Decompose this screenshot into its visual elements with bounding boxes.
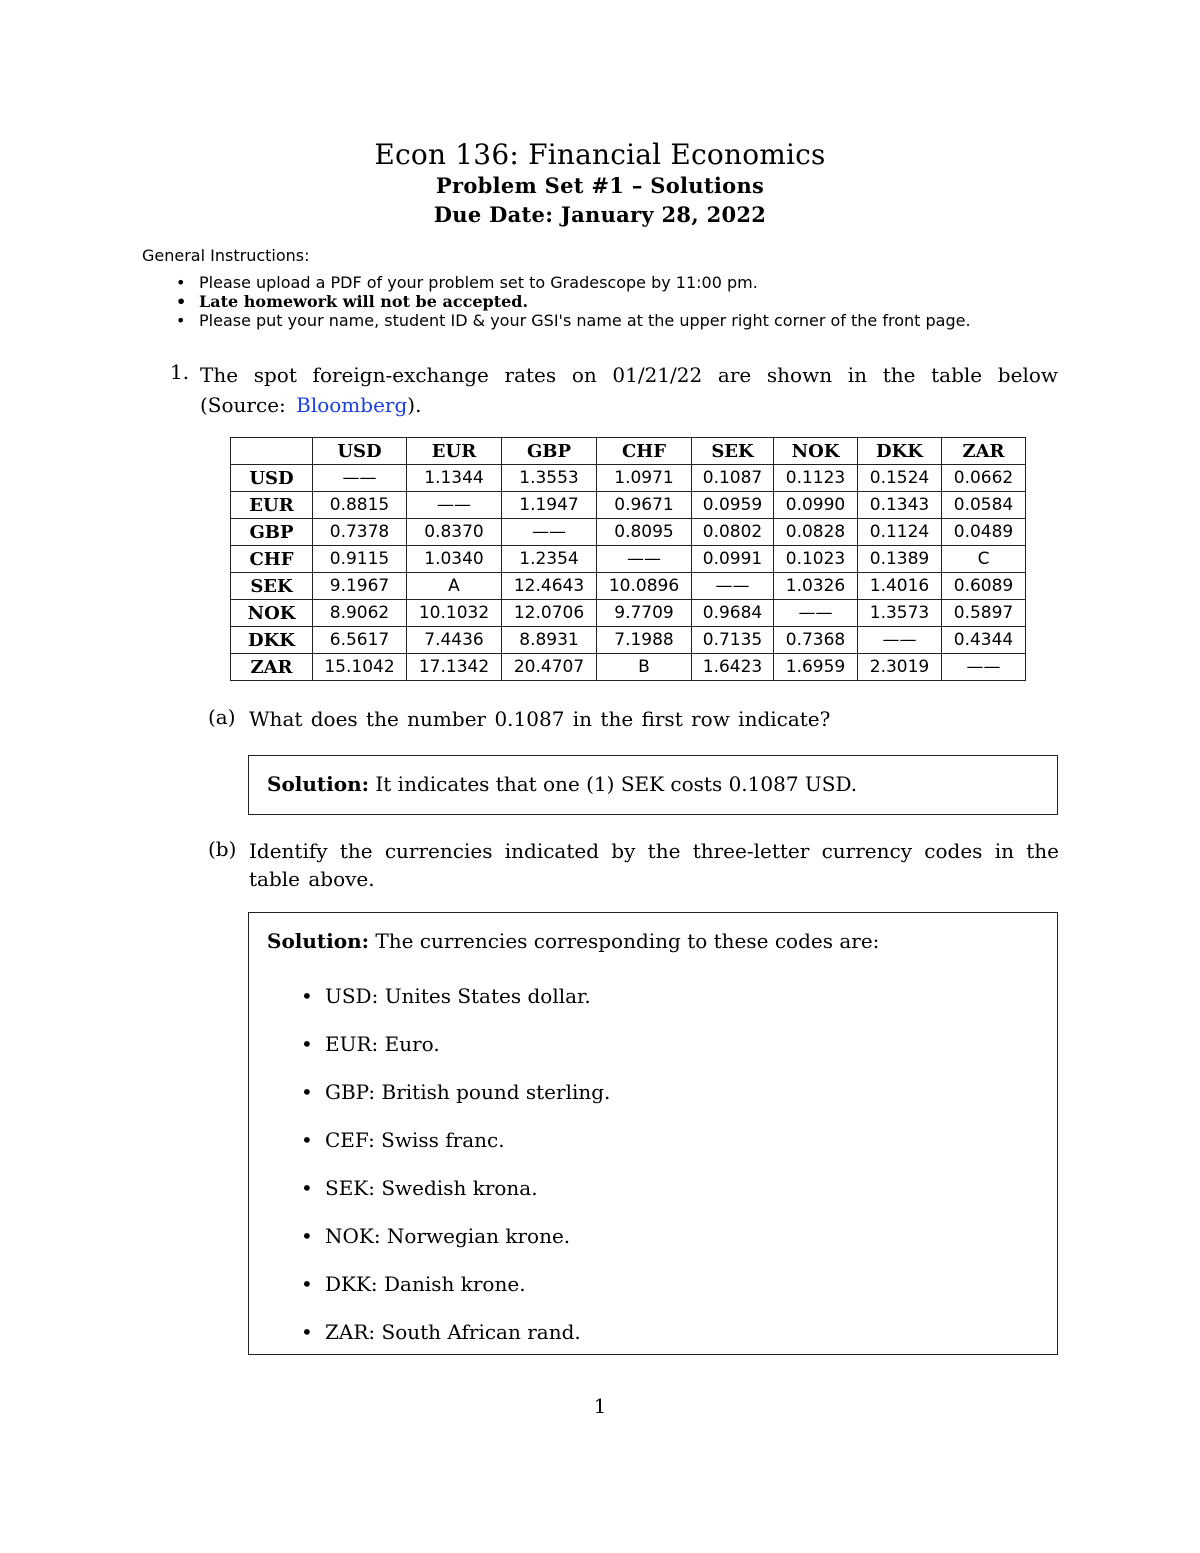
- part-a-label: (a): [208, 705, 236, 729]
- table-cell: 1.6423: [692, 654, 774, 681]
- table-row: [231, 465, 1026, 492]
- table-cell: 7.4436: [407, 627, 502, 654]
- instruction-item: • Late homework will not be accepted.: [176, 292, 971, 311]
- solution-line: [267, 929, 879, 953]
- table-cell: 7.1988: [597, 627, 692, 654]
- table-cell: 0.7368: [774, 627, 858, 654]
- table-cell: 20.4707: [502, 654, 597, 681]
- table-cell: 8.9062: [313, 600, 407, 627]
- table-cell: 0.9115: [313, 546, 407, 573]
- list-item: • NOK: Norwegian krone.: [301, 1221, 610, 1269]
- table-cell: ——: [774, 600, 858, 627]
- table-cell: 0.9671: [597, 492, 692, 519]
- table-cell: 0.8815: [313, 492, 407, 519]
- solution-box-b: [248, 912, 1058, 1355]
- table-cell: 17.1342: [407, 654, 502, 681]
- table-row: [231, 573, 1026, 600]
- table-cell: C: [942, 546, 1026, 573]
- row-header-cell: SEK: [231, 573, 313, 600]
- table-cell: 0.0828: [774, 519, 858, 546]
- table-header-cell: GBP: [502, 438, 597, 465]
- table-cell: ——: [942, 654, 1026, 681]
- table-row: [231, 654, 1026, 681]
- instruction-item: • Please put your name, student ID & your GSI's name at the upper right corner of the front page.: [176, 311, 971, 330]
- list-item: • SEK: Swedish krona.: [301, 1173, 610, 1221]
- question-text: [200, 360, 1058, 420]
- solution-box-a: [248, 755, 1058, 815]
- due-date: Due Date: January 28, 2022: [433, 202, 767, 227]
- list-item: • CEF: Swiss franc.: [301, 1125, 610, 1173]
- row-header-cell: GBP: [231, 519, 313, 546]
- table-cell: ——: [407, 492, 502, 519]
- table-cell: 0.1124: [858, 519, 942, 546]
- solution-text: It indicates that one (1) SEK costs 0.1087 USD.: [369, 772, 858, 796]
- table-cell: 0.1023: [774, 546, 858, 573]
- table-cell: 12.4643: [502, 573, 597, 600]
- table-cell: 12.0706: [502, 600, 597, 627]
- table-body: [231, 465, 1026, 681]
- table-row: [231, 627, 1026, 654]
- exchange-rate-table: [230, 437, 1026, 681]
- list-item: • DKK: Danish krone.: [301, 1269, 610, 1317]
- table-cell: ——: [597, 546, 692, 573]
- table-cell: 6.5617: [313, 627, 407, 654]
- table-cell: 0.1123: [774, 465, 858, 492]
- table-cell: 1.3573: [858, 600, 942, 627]
- instructions-list: [176, 273, 971, 330]
- table-cell: 0.7135: [692, 627, 774, 654]
- table-cell: 0.1343: [858, 492, 942, 519]
- document-subtitle: Problem Set #1 – Solutions: [435, 173, 765, 198]
- table-cell: 0.8370: [407, 519, 502, 546]
- table-cell: 0.7378: [313, 519, 407, 546]
- table-cell: 1.3553: [502, 465, 597, 492]
- table-cell: 0.0990: [774, 492, 858, 519]
- list-item: • USD: Unites States dollar.: [301, 981, 610, 1029]
- part-b-label: (b): [208, 837, 237, 861]
- table-header-cell: ZAR: [942, 438, 1026, 465]
- table-header-row: [231, 438, 1026, 465]
- table-cell: 0.1087: [692, 465, 774, 492]
- table-cell: 0.0959: [692, 492, 774, 519]
- table-cell: 1.1947: [502, 492, 597, 519]
- table-cell: 0.6089: [942, 573, 1026, 600]
- table-cell: 1.2354: [502, 546, 597, 573]
- solution-label: Solution:: [267, 929, 370, 953]
- table-header-cell: USD: [313, 438, 407, 465]
- question-number: 1.: [170, 360, 190, 384]
- table-cell: 0.0489: [942, 519, 1026, 546]
- row-header-cell: USD: [231, 465, 313, 492]
- table-cell: 1.0971: [597, 465, 692, 492]
- table-header-cell: CHF: [597, 438, 692, 465]
- solution-label: Solution:: [267, 772, 370, 796]
- list-item: • GBP: British pound sterling.: [301, 1077, 610, 1125]
- page-number: 1: [593, 1394, 607, 1418]
- table-header-cell: NOK: [774, 438, 858, 465]
- table-cell: ——: [858, 627, 942, 654]
- table-row: [231, 519, 1026, 546]
- table-cell: ——: [313, 465, 407, 492]
- table-cell: 0.0802: [692, 519, 774, 546]
- table-cell: 1.0326: [774, 573, 858, 600]
- table-cell: 1.1344: [407, 465, 502, 492]
- table-cell: 10.1032: [407, 600, 502, 627]
- table-header-cell: SEK: [692, 438, 774, 465]
- row-header-cell: ZAR: [231, 654, 313, 681]
- instructions-heading: General Instructions:: [142, 246, 310, 265]
- part-a-question: What does the number 0.1087 in the first row indicate?: [249, 707, 831, 731]
- row-header-cell: EUR: [231, 492, 313, 519]
- table-cell: 8.8931: [502, 627, 597, 654]
- table-cell: 0.9684: [692, 600, 774, 627]
- table-row: [231, 600, 1026, 627]
- table-cell: ——: [502, 519, 597, 546]
- row-header-cell: CHF: [231, 546, 313, 573]
- currency-list: [301, 981, 610, 1365]
- row-header-cell: DKK: [231, 627, 313, 654]
- solution-line: [267, 772, 857, 796]
- table-cell: 0.0991: [692, 546, 774, 573]
- table-cell: B: [597, 654, 692, 681]
- table-cell: 0.0662: [942, 465, 1026, 492]
- part-b-question: Identify the currencies indicated by the three-letter currency codes in the table above.: [249, 839, 1059, 891]
- table-cell: 0.1524: [858, 465, 942, 492]
- instruction-item: • Please upload a PDF of your problem set to Gradescope by 11:00 pm.: [176, 273, 971, 292]
- table-header-cell: EUR: [407, 438, 502, 465]
- list-item: • ZAR: South African rand.: [301, 1317, 610, 1365]
- question-text-part: ).: [407, 393, 422, 417]
- row-header-cell: NOK: [231, 600, 313, 627]
- table-cell: 0.0584: [942, 492, 1026, 519]
- table-cell: 1.0340: [407, 546, 502, 573]
- table-cell: 15.1042: [313, 654, 407, 681]
- table-row: [231, 546, 1026, 573]
- document-title: Econ 136: Financial Economics: [374, 138, 826, 171]
- table-cell: 0.5897: [942, 600, 1026, 627]
- table-header-cell: DKK: [858, 438, 942, 465]
- table-cell: 0.4344: [942, 627, 1026, 654]
- table-header-cell: [231, 438, 313, 465]
- table-cell: ——: [692, 573, 774, 600]
- table-cell: A: [407, 573, 502, 600]
- table-row: [231, 492, 1026, 519]
- table-cell: 9.1967: [313, 573, 407, 600]
- table-cell: 1.6959: [774, 654, 858, 681]
- table-cell: 1.4016: [858, 573, 942, 600]
- question-text-part: The spot foreign-exchange rates on 01/21/22 are shown in the table below (Source:: [200, 363, 1058, 417]
- table-cell: 9.7709: [597, 600, 692, 627]
- table-cell: 0.8095: [597, 519, 692, 546]
- solution-text: The currencies corresponding to these codes are:: [369, 929, 880, 953]
- source-link[interactable]: Bloomberg: [296, 393, 408, 417]
- table-cell: 10.0896: [597, 573, 692, 600]
- table-cell: 2.3019: [858, 654, 942, 681]
- list-item: • EUR: Euro.: [301, 1029, 610, 1077]
- table-cell: 0.1389: [858, 546, 942, 573]
